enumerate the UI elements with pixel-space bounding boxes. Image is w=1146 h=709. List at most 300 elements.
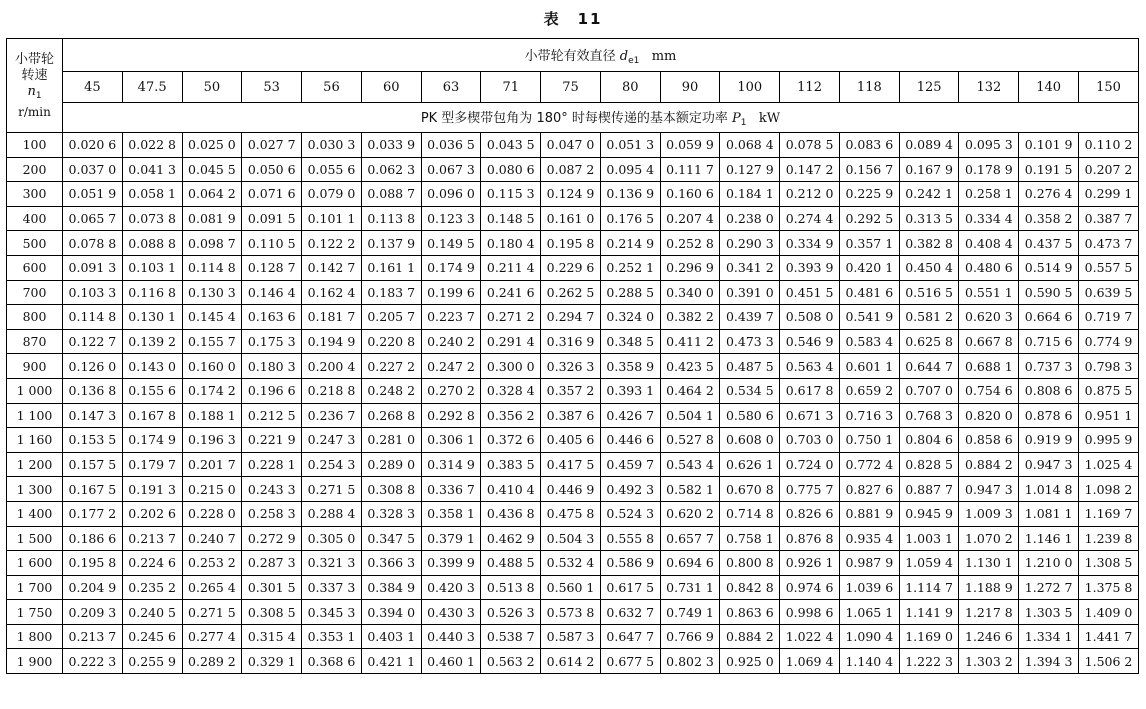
power-cell: 0.995 9 [1079, 428, 1139, 453]
power-cell: 1.409 0 [1079, 600, 1139, 625]
power-cell: 0.167 9 [899, 157, 959, 182]
power-cell: 0.175 3 [242, 329, 302, 354]
power-cell: 0.754 6 [959, 378, 1019, 403]
speed-cell: 1 750 [7, 600, 63, 625]
power-cell: 0.271 5 [302, 477, 362, 502]
power-cell: 0.161 1 [361, 255, 421, 280]
power-cell: 0.240 2 [421, 329, 481, 354]
power-cell: 0.504 3 [541, 526, 601, 551]
power-cell: 0.236 7 [302, 403, 362, 428]
power-cell: 0.875 5 [1079, 378, 1139, 403]
power-cell: 0.079 0 [302, 182, 362, 207]
power-cell: 0.410 4 [481, 477, 541, 502]
power-cell: 0.289 0 [361, 452, 421, 477]
power-cell: 0.292 5 [839, 206, 899, 231]
power-cell: 0.504 1 [660, 403, 720, 428]
power-cell: 0.329 1 [242, 649, 302, 674]
power-cell: 0.037 0 [63, 157, 123, 182]
power-cell: 0.254 3 [302, 452, 362, 477]
power-cell: 0.644 7 [899, 354, 959, 379]
power-cell: 0.560 1 [541, 575, 601, 600]
power-cell: 0.987 9 [839, 551, 899, 576]
speed-cell: 300 [7, 182, 63, 207]
power-cell: 0.207 2 [1079, 157, 1139, 182]
power-cell: 0.262 5 [541, 280, 601, 305]
power-cell: 0.450 4 [899, 255, 959, 280]
power-cell: 0.336 7 [421, 477, 481, 502]
power-cell: 1.303 2 [959, 649, 1019, 674]
speed-cell: 100 [7, 133, 63, 158]
power-cell: 0.155 7 [182, 329, 242, 354]
diameter-header-cell: 63 [421, 72, 481, 103]
speed-cell: 1 200 [7, 452, 63, 477]
power-cell: 0.212 5 [242, 403, 302, 428]
power-cell: 0.146 4 [242, 280, 302, 305]
power-cell: 0.202 6 [122, 501, 182, 526]
power-cell: 0.659 2 [839, 378, 899, 403]
power-cell: 0.288 5 [600, 280, 660, 305]
power-cell: 0.324 0 [600, 305, 660, 330]
table-row [7, 354, 1139, 379]
power-cell: 0.532 4 [541, 551, 601, 576]
speed-cell: 1 600 [7, 551, 63, 576]
power-cell: 1.222 3 [899, 649, 959, 674]
power-cell: 0.516 5 [899, 280, 959, 305]
power-cell: 0.356 2 [481, 403, 541, 428]
power-cell: 0.863 6 [720, 600, 780, 625]
table-row [7, 305, 1139, 330]
table-row [7, 157, 1139, 182]
table-row [7, 133, 1139, 158]
power-cell: 0.919 9 [1019, 428, 1079, 453]
power-cell: 0.130 3 [182, 280, 242, 305]
power-cell: 0.582 1 [660, 477, 720, 502]
power-cell: 0.688 1 [959, 354, 1019, 379]
power-cell: 1.065 1 [839, 600, 899, 625]
power-cell: 0.513 8 [481, 575, 541, 600]
power-cell: 0.881 9 [839, 501, 899, 526]
power-cell: 0.947 3 [1019, 452, 1079, 477]
power-cell: 0.337 3 [302, 575, 362, 600]
power-cell: 0.878 6 [1019, 403, 1079, 428]
power-cell: 0.328 3 [361, 501, 421, 526]
diameter-header-cell: 47.5 [122, 72, 182, 103]
power-cell: 0.473 7 [1079, 231, 1139, 256]
power-cell: 0.707 0 [899, 378, 959, 403]
power-cell: 0.315 4 [242, 624, 302, 649]
power-cell: 0.288 4 [302, 501, 362, 526]
power-cell: 0.334 9 [780, 231, 840, 256]
power-cell: 0.045 5 [182, 157, 242, 182]
power-cell: 0.281 0 [361, 428, 421, 453]
power-cell: 0.391 0 [720, 280, 780, 305]
power-cell: 0.174 9 [421, 255, 481, 280]
power-cell: 0.137 9 [361, 231, 421, 256]
power-cell: 0.270 2 [421, 378, 481, 403]
power-cell: 0.420 1 [839, 255, 899, 280]
power-cell: 0.417 5 [541, 452, 601, 477]
power-cell: 0.214 9 [600, 231, 660, 256]
power-cell: 0.590 5 [1019, 280, 1079, 305]
power-cell: 0.731 1 [660, 575, 720, 600]
power-cell: 0.258 1 [959, 182, 1019, 207]
power-cell: 0.235 2 [122, 575, 182, 600]
power-cell: 0.176 5 [600, 206, 660, 231]
power-cell: 0.050 6 [242, 157, 302, 182]
power-cell: 0.357 1 [839, 231, 899, 256]
power-cell: 0.538 7 [481, 624, 541, 649]
power-cell: 1.506 2 [1079, 649, 1139, 674]
power-cell: 0.462 9 [481, 526, 541, 551]
power-cell: 0.096 0 [421, 182, 481, 207]
power-cell: 0.358 1 [421, 501, 481, 526]
power-cell: 0.737 3 [1019, 354, 1079, 379]
power-cell: 0.191 5 [1019, 157, 1079, 182]
power-cell: 0.167 5 [63, 477, 123, 502]
speed-cell: 400 [7, 206, 63, 231]
diameter-header-cell: 50 [182, 72, 242, 103]
power-cell: 0.314 9 [421, 452, 481, 477]
power-cell: 0.207 4 [660, 206, 720, 231]
power-cell: 0.091 3 [63, 255, 123, 280]
power-cell: 0.127 9 [720, 157, 780, 182]
power-cell: 0.543 4 [660, 452, 720, 477]
power-cell: 0.758 1 [720, 526, 780, 551]
power-cell: 1.130 1 [959, 551, 1019, 576]
power-cell: 0.625 8 [899, 329, 959, 354]
power-cell: 0.205 7 [361, 305, 421, 330]
table-row [7, 182, 1139, 207]
power-cell: 1.272 7 [1019, 575, 1079, 600]
power-cell: 0.772 4 [839, 452, 899, 477]
power-cell: 1.140 4 [839, 649, 899, 674]
power-cell: 0.058 1 [122, 182, 182, 207]
power-cell: 0.228 1 [242, 452, 302, 477]
power-cell: 0.145 4 [182, 305, 242, 330]
power-cell: 0.423 5 [660, 354, 720, 379]
power-cell: 0.299 1 [1079, 182, 1139, 207]
diameter-header-cell: 118 [839, 72, 899, 103]
power-cell: 0.719 7 [1079, 305, 1139, 330]
power-cell: 0.802 3 [660, 649, 720, 674]
power-cell: 0.030 3 [302, 133, 362, 158]
table-row [7, 452, 1139, 477]
power-cell: 0.228 0 [182, 501, 242, 526]
power-cell: 0.657 7 [660, 526, 720, 551]
power-cell: 0.714 8 [720, 501, 780, 526]
power-cell: 0.253 2 [182, 551, 242, 576]
power-cell: 0.308 8 [361, 477, 421, 502]
table-row [7, 600, 1139, 625]
power-cell: 0.292 8 [421, 403, 481, 428]
diameter-header-cell: 112 [780, 72, 840, 103]
power-cell: 0.586 9 [600, 551, 660, 576]
power-cell: 0.774 9 [1079, 329, 1139, 354]
power-cell: 0.200 4 [302, 354, 362, 379]
table-row [7, 551, 1139, 576]
power-cell: 0.876 8 [780, 526, 840, 551]
power-cell: 0.199 6 [421, 280, 481, 305]
table-row [7, 428, 1139, 453]
power-cell: 0.095 3 [959, 133, 1019, 158]
speed-cell: 500 [7, 231, 63, 256]
power-cell: 0.277 4 [182, 624, 242, 649]
power-cell: 0.301 5 [242, 575, 302, 600]
power-cell: 0.136 8 [63, 378, 123, 403]
power-cell: 0.271 5 [182, 600, 242, 625]
diameter-header-cell: 125 [899, 72, 959, 103]
power-cell: 0.826 6 [780, 501, 840, 526]
power-cell: 0.632 7 [600, 600, 660, 625]
power-cell: 0.326 3 [541, 354, 601, 379]
power-cell: 0.241 6 [481, 280, 541, 305]
power-cell: 0.393 1 [600, 378, 660, 403]
speed-cell: 700 [7, 280, 63, 305]
power-cell: 0.041 3 [122, 157, 182, 182]
speed-cell: 200 [7, 157, 63, 182]
power-cell: 0.664 6 [1019, 305, 1079, 330]
power-cell: 0.358 2 [1019, 206, 1079, 231]
power-cell: 0.122 7 [63, 329, 123, 354]
table-row [7, 329, 1139, 354]
power-cell: 1.246 6 [959, 624, 1019, 649]
power-cell: 1.334 1 [1019, 624, 1079, 649]
power-cell: 0.587 3 [541, 624, 601, 649]
power-cell: 0.608 0 [720, 428, 780, 453]
power-cell: 0.055 6 [302, 157, 362, 182]
speed-cell: 1 900 [7, 649, 63, 674]
power-cell: 1.210 0 [1019, 551, 1079, 576]
power-cell: 0.111 7 [660, 157, 720, 182]
power-cell: 1.169 0 [899, 624, 959, 649]
power-cell: 0.213 7 [63, 624, 123, 649]
power-cell: 0.180 3 [242, 354, 302, 379]
power-cell: 0.161 0 [541, 206, 601, 231]
power-cell: 0.178 9 [959, 157, 1019, 182]
power-cell: 0.289 2 [182, 649, 242, 674]
power-cell: 0.580 6 [720, 403, 780, 428]
table-caption: 表 11 [543, 10, 603, 28]
speed-header-line1: 小带轮 [14, 51, 54, 67]
power-cell: 0.065 7 [63, 206, 123, 231]
power-cell: 1.394 3 [1019, 649, 1079, 674]
power-cell: 0.215 0 [182, 477, 242, 502]
power-cell: 0.101 1 [302, 206, 362, 231]
diameter-header-cell: 71 [481, 72, 541, 103]
power-cell: 0.724 0 [780, 452, 840, 477]
power-cell: 0.221 9 [242, 428, 302, 453]
power-cell: 0.027 7 [242, 133, 302, 158]
power-cell: 0.446 9 [541, 477, 601, 502]
power-cell: 0.551 1 [959, 280, 1019, 305]
power-cell: 0.036 5 [421, 133, 481, 158]
power-cell: 0.481 6 [839, 280, 899, 305]
power-cell: 0.240 5 [122, 600, 182, 625]
power-cell: 0.155 6 [122, 378, 182, 403]
power-cell: 0.667 8 [959, 329, 1019, 354]
power-cell: 0.316 9 [541, 329, 601, 354]
power-group-header: PK 型多楔带包角为 180° 时每楔传递的基本额定功率 $P_1$ kW [63, 103, 1139, 133]
power-cell: 0.353 1 [302, 624, 362, 649]
power-cell: 0.804 6 [899, 428, 959, 453]
power-cell: 0.242 1 [899, 182, 959, 207]
power-cell: 0.527 8 [660, 428, 720, 453]
power-cell: 0.103 3 [63, 280, 123, 305]
power-cell: 1.090 4 [839, 624, 899, 649]
power-cell: 0.136 9 [600, 182, 660, 207]
diameter-group-header: 小带轮有效直径 $d_{e1}$ mm [63, 39, 1139, 72]
power-cell: 0.255 9 [122, 649, 182, 674]
power-cell: 0.051 3 [600, 133, 660, 158]
diameter-header-cell: 56 [302, 72, 362, 103]
power-cell: 0.321 3 [302, 551, 362, 576]
power-cell: 0.703 0 [780, 428, 840, 453]
power-cell: 0.617 5 [600, 575, 660, 600]
power-cell: 0.887 7 [899, 477, 959, 502]
power-cell: 0.563 2 [481, 649, 541, 674]
power-cell: 0.201 7 [182, 452, 242, 477]
diameter-header-cell: 150 [1079, 72, 1139, 103]
power-cell: 0.222 3 [63, 649, 123, 674]
power-cell: 1.114 7 [899, 575, 959, 600]
diameter-header-cell: 80 [600, 72, 660, 103]
header-row-diameter [7, 39, 1139, 72]
power-cell: 0.098 7 [182, 231, 242, 256]
power-cell: 0.399 9 [421, 551, 481, 576]
power-cell: 0.195 8 [541, 231, 601, 256]
power-cell: 0.546 9 [780, 329, 840, 354]
power-cell: 1.188 9 [959, 575, 1019, 600]
power-cell: 0.945 9 [899, 501, 959, 526]
power-cell: 0.081 9 [182, 206, 242, 231]
power-cell: 0.430 3 [421, 600, 481, 625]
power-cell: 1.375 8 [1079, 575, 1139, 600]
power-cell: 0.252 8 [660, 231, 720, 256]
power-cell: 0.524 3 [600, 501, 660, 526]
power-cell: 0.080 6 [481, 157, 541, 182]
power-cell: 1.308 5 [1079, 551, 1139, 576]
speed-cell: 600 [7, 255, 63, 280]
power-cell: 0.156 7 [839, 157, 899, 182]
power-cell: 0.115 3 [481, 182, 541, 207]
power-cell: 0.088 7 [361, 182, 421, 207]
power-cell: 0.403 1 [361, 624, 421, 649]
power-cell: 0.775 7 [780, 477, 840, 502]
power-cell: 1.098 2 [1079, 477, 1139, 502]
power-cell: 1.003 1 [899, 526, 959, 551]
table-row [7, 231, 1139, 256]
power-cell: 0.211 4 [481, 255, 541, 280]
power-cell: 0.800 8 [720, 551, 780, 576]
power-cell: 0.439 7 [720, 305, 780, 330]
power-cell: 0.147 3 [63, 403, 123, 428]
power-cell: 0.601 1 [839, 354, 899, 379]
power-cell: 0.341 2 [720, 255, 780, 280]
power-cell: 0.191 3 [122, 477, 182, 502]
power-cell: 1.025 4 [1079, 452, 1139, 477]
power-cell: 0.218 8 [302, 378, 362, 403]
power-cell: 0.047 0 [541, 133, 601, 158]
power-cell: 0.677 5 [600, 649, 660, 674]
power-cell: 0.091 5 [242, 206, 302, 231]
power-cell: 0.820 0 [959, 403, 1019, 428]
power-cell: 0.947 3 [959, 477, 1019, 502]
power-cell: 0.078 8 [63, 231, 123, 256]
table-row [7, 624, 1139, 649]
power-cell: 0.382 8 [899, 231, 959, 256]
power-cell: 0.473 3 [720, 329, 780, 354]
table-row [7, 575, 1139, 600]
power-cell: 0.110 5 [242, 231, 302, 256]
power-cell: 0.306 1 [421, 428, 481, 453]
power-cell: 0.514 9 [1019, 255, 1079, 280]
power-cell: 0.274 4 [780, 206, 840, 231]
power-cell: 0.715 6 [1019, 329, 1079, 354]
power-cell: 1.169 7 [1079, 501, 1139, 526]
power-cell: 0.487 5 [720, 354, 780, 379]
power-cell: 0.095 4 [600, 157, 660, 182]
power-cell: 0.223 7 [421, 305, 481, 330]
power-cell: 0.123 3 [421, 206, 481, 231]
power-cell: 0.020 6 [63, 133, 123, 158]
power-cell: 0.067 3 [421, 157, 481, 182]
power-cell: 0.451 5 [780, 280, 840, 305]
power-cell: 0.174 9 [122, 428, 182, 453]
power-cell: 0.440 3 [421, 624, 481, 649]
power-cell: 0.749 1 [660, 600, 720, 625]
power-cell: 0.073 8 [122, 206, 182, 231]
power-cell: 0.387 6 [541, 403, 601, 428]
power-cell: 0.366 3 [361, 551, 421, 576]
power-cell: 0.358 9 [600, 354, 660, 379]
power-cell: 0.842 8 [720, 575, 780, 600]
power-cell: 0.766 9 [660, 624, 720, 649]
power-cell: 0.348 5 [600, 329, 660, 354]
table-row [7, 501, 1139, 526]
power-cell: 0.177 2 [63, 501, 123, 526]
power-cell: 0.974 6 [780, 575, 840, 600]
power-cell: 0.368 6 [302, 649, 362, 674]
power-cell: 0.884 2 [720, 624, 780, 649]
speed-header-unit: r/min [18, 104, 51, 119]
power-cell: 0.181 7 [302, 305, 362, 330]
diameter-header-cell: 100 [720, 72, 780, 103]
power-cell: 0.300 0 [481, 354, 541, 379]
power-cell: 0.508 0 [780, 305, 840, 330]
power-cell: 0.291 4 [481, 329, 541, 354]
power-cell: 0.101 9 [1019, 133, 1079, 158]
power-cell: 0.059 9 [660, 133, 720, 158]
power-cell: 0.139 2 [122, 329, 182, 354]
speed-column-header [7, 39, 63, 133]
power-cell: 0.305 0 [302, 526, 362, 551]
diameter-header-cell: 132 [959, 72, 1019, 103]
power-cell: 0.229 6 [541, 255, 601, 280]
power-cell: 0.130 1 [122, 305, 182, 330]
power-cell: 0.798 3 [1079, 354, 1139, 379]
power-cell: 1.081 1 [1019, 501, 1079, 526]
power-cell: 0.379 1 [421, 526, 481, 551]
power-cell: 0.383 5 [481, 452, 541, 477]
power-cell: 1.141 9 [899, 600, 959, 625]
power-cell: 0.174 2 [182, 378, 242, 403]
power-cell: 0.716 3 [839, 403, 899, 428]
power-cell: 0.827 6 [839, 477, 899, 502]
speed-cell: 870 [7, 329, 63, 354]
power-cell: 0.617 8 [780, 378, 840, 403]
power-cell: 0.750 1 [839, 428, 899, 453]
power-cell: 0.581 2 [899, 305, 959, 330]
